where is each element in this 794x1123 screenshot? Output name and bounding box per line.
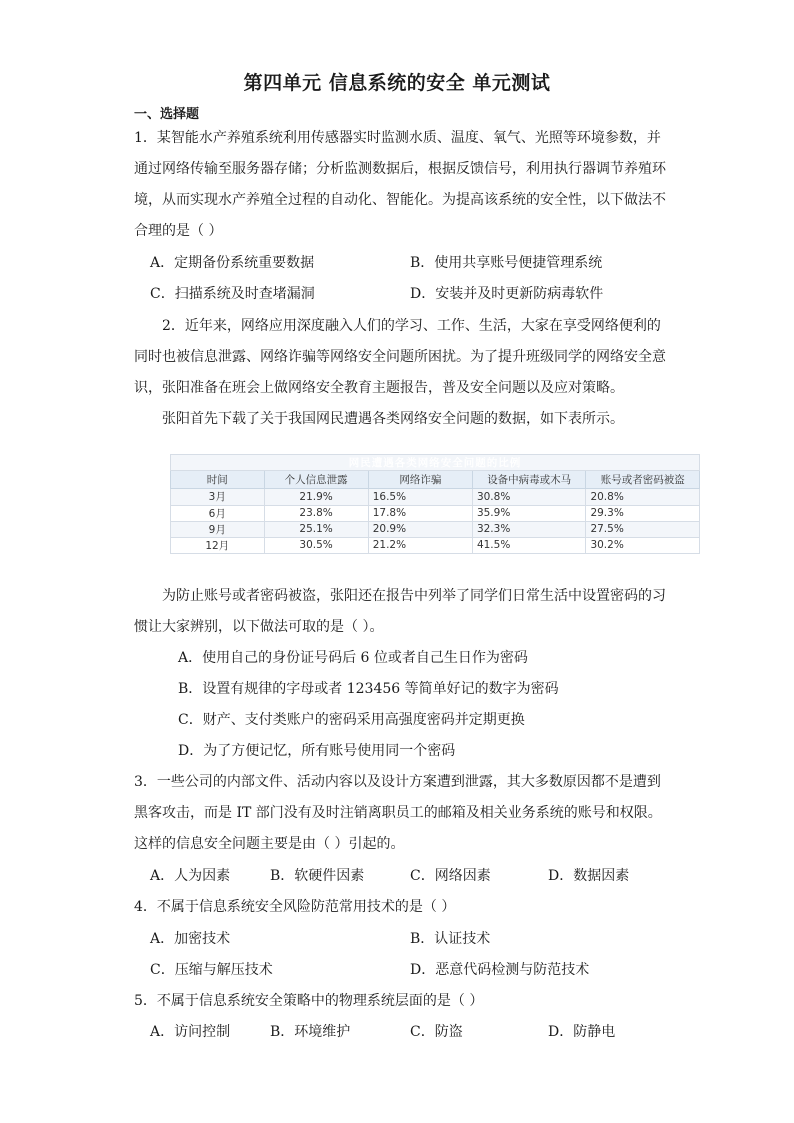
- q2-option-c: C．财产、支付类账户的密码采用高强度密码并定期更换: [178, 712, 525, 728]
- table-row: [171, 521, 700, 537]
- q2-follow-line: 惯让大家辨别，以下做法可取的是（ ）。: [134, 619, 384, 635]
- document-title: 第四单元 信息系统的安全 单元测试: [243, 72, 551, 94]
- q1-option-a: A．定期备份系统重要数据: [150, 255, 315, 271]
- q4-option-c: C．压缩与解压技术: [150, 962, 273, 978]
- table-cell: 21.9%: [264, 489, 368, 505]
- security-stats-table: [170, 454, 700, 554]
- table-cell: 17.8%: [368, 505, 472, 521]
- q1-option-b: B．使用共享账号便捷管理系统: [410, 255, 603, 271]
- q3-option-d: D．数据因素: [548, 868, 630, 884]
- table-cell: 16.5%: [368, 489, 472, 505]
- table-cell: 25.1%: [264, 521, 368, 537]
- table-cell: 23.8%: [264, 505, 368, 521]
- q1-line: 合理的是（ ）: [134, 223, 223, 239]
- table-cell: 21.2%: [368, 537, 472, 553]
- table-cell: 9月: [171, 521, 265, 537]
- table-row: [171, 489, 700, 505]
- table-cell: 20.8%: [586, 489, 700, 505]
- table-cell: 35.9%: [472, 505, 586, 521]
- q5-option-c: C．防盗: [410, 1024, 463, 1040]
- q3-line: 黑客攻击，而是 IT 部门没有及时注销离职员工的邮箱及相关业务系统的账号和权限。: [134, 805, 662, 821]
- table-cell: 6月: [171, 505, 265, 521]
- table-cell: 32.3%: [472, 521, 586, 537]
- table-row: [171, 537, 700, 553]
- table-header: 个人信息泄露: [264, 471, 368, 489]
- table-header: 账号或者密码被盗: [586, 471, 700, 489]
- q1-option-d: D．安装并及时更新防病毒软件: [410, 286, 604, 302]
- q2-line: 同时也被信息泄露、网络诈骗等网络安全问题所困扰。为了提升班级同学的网络安全意: [134, 349, 666, 365]
- q3-option-c: C．网络因素: [410, 868, 491, 884]
- q3-line: 这样的信息安全问题主要是由（ ）引起的。: [134, 836, 405, 852]
- q2-line: 张阳首先下载了关于我国网民遭遇各类网络安全问题的数据，如下表所示。: [162, 411, 624, 427]
- table-cell: 30.2%: [586, 537, 700, 553]
- q5-option-a: A．访问控制: [150, 1024, 231, 1040]
- q3-option-b: B．软硬件因素: [270, 868, 365, 884]
- table-cell: 27.5%: [586, 521, 700, 537]
- q1-line: 1．某智能水产养殖系统利用传感器实时监测水质、温度、氧气、光照等环境参数，并: [134, 130, 661, 146]
- table-cell: 12月: [171, 537, 265, 553]
- q1-line: 通过网络传输至服务器存储；分析监测数据后，根据反馈信号，利用执行器调节养殖环: [134, 161, 666, 177]
- q5-line: 5．不属于信息系统安全策略中的物理系统层面的是（ ）: [134, 993, 484, 1009]
- q1-option-c: C．扫描系统及时查堵漏洞: [150, 286, 315, 302]
- q2-option-d: D．为了方便记忆，所有账号使用同一个密码: [178, 743, 456, 759]
- q2-option-b: B．设置有规律的字母或者 123456 等简单好记的数字为密码: [178, 681, 559, 697]
- q5-option-d: D．防静电: [548, 1024, 616, 1040]
- table-cell: 3月: [171, 489, 265, 505]
- table-header: 网络诈骗: [368, 471, 472, 489]
- table-row: [171, 505, 700, 521]
- table-cell: 30.8%: [472, 489, 586, 505]
- q2-option-a: A．使用自己的身份证号码后 6 位或者自己生日作为密码: [178, 650, 528, 666]
- q1-line: 境，从而实现水产养殖全过程的自动化、智能化。为提高该系统的安全性，以下做法不: [134, 192, 666, 208]
- table-header: 时间: [171, 471, 265, 489]
- table-header: 设备中病毒或木马: [472, 471, 586, 489]
- q3-line: 3．一些公司的内部文件、活动内容以及设计方案遭到泄露，其大多数原因都不是遭到: [134, 774, 661, 790]
- q2-line: 2．近年来，网络应用深度融入人们的学习、工作、生活，大家在享受网络便利的: [162, 318, 661, 334]
- q3-option-a: A．人为因素: [150, 868, 231, 884]
- section-heading: 一、选择题: [134, 107, 200, 122]
- q4-option-a: A．加密技术: [150, 931, 231, 947]
- table-cell: 29.3%: [586, 505, 700, 521]
- q4-option-b: B．认证技术: [410, 931, 491, 947]
- q4-line: 4．不属于信息系统安全风险防范常用技术的是（ ）: [134, 899, 456, 915]
- table-cell: 30.5%: [264, 537, 368, 553]
- table-cell: 41.5%: [472, 537, 586, 553]
- table-caption: 网民遭遇各类网络安全问题的比例: [171, 455, 700, 471]
- q2-line: 识，张阳准备在班会上做网络安全教育主题报告，普及安全问题以及应对策略。: [134, 380, 624, 396]
- q4-option-d: D．恶意代码检测与防范技术: [410, 962, 590, 978]
- table-cell: 20.9%: [368, 521, 472, 537]
- q2-follow-line: 为防止账号或者密码被盗，张阳还在报告中列举了同学们日常生活中设置密码的习: [162, 588, 666, 604]
- q5-option-b: B．环境维护: [270, 1024, 351, 1040]
